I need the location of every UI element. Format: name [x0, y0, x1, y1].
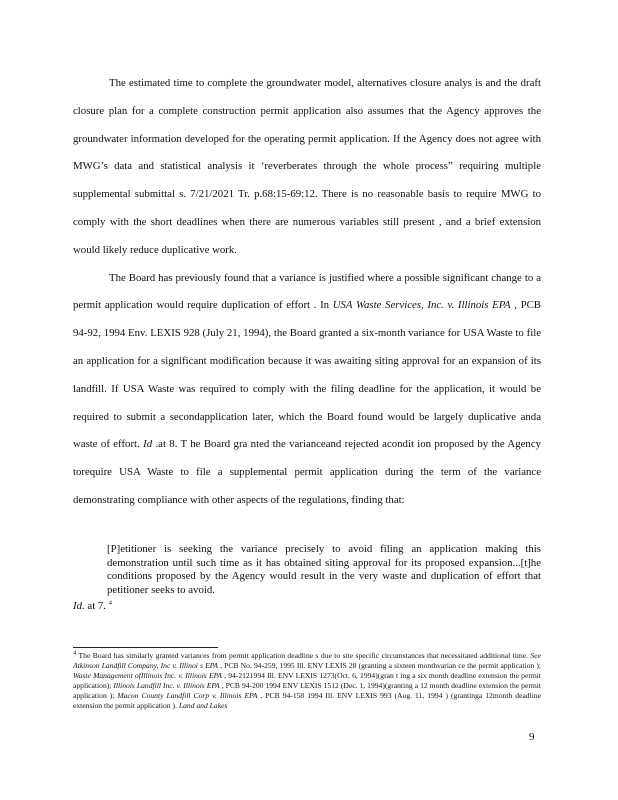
- quote-citation-text: at 7.: [84, 600, 109, 612]
- footnote-text-4: , PCB 94-200 1994 ENV LEXIS 1512 (Dec. 1, 1994)(granting a 12 month deadline extension the permit application );: [73, 681, 541, 700]
- quote-citation: [73, 599, 112, 613]
- body-text: [73, 70, 541, 515]
- footnote-case-4: Macon County Landfill Corp v. Illinois EPA: [117, 691, 258, 700]
- footnote-text-3: , 94-2121994 Ill. ENV LEXIS 1273(Oct. 6, 1994)(gran t ing a six month deadline extension the permit application);: [73, 671, 541, 690]
- footnote-text-1: The Board has similarly granted variances from permit application deadline s due to site specific circumstances that necessitated additional time.: [76, 651, 531, 660]
- footnote-number: 4: [73, 649, 77, 657]
- paragraph-2-text-c: .at 8. T he Board gra nted the varianceand rejected acondit ion proposed by the Agency torequire USA Waste to file a supplemental permit application during the term of the variance demonstrating compliance with other aspects of the regulations, finding that:: [73, 438, 542, 506]
- paragraph-2-text-b: , PCB 94-92, 1994 Env. LEXIS 928 (July 21, 1994), the Board granted a six-month variance for USA Waste to file an application for a significant modification because it was awaiting siting approval for an expansion of its landfill. If USA Waste was required to comply with the filing deadline for the application, it would be required to submit a secondapplication later, which the Board found would be largely duplicative anda waste of effort.: [73, 299, 541, 451]
- footnote-case-3: Illinois Landfill Inc. v. Illinois EPA: [113, 681, 220, 690]
- page-number: 9: [529, 731, 535, 743]
- paragraph-1-text: The estimated time to complete the groundwater model, alternatives closure analys is and the draft closure plan for a complete construction permit application also assumes that the Agency approves the groundwater information developed for the operating permit application. If the Agency does not agree with MWG’s data and statistical analysis it ‘reverberates through the whole process” requiring multiple supplemental submittal s. 7/21/2021 Tr. p.68:15-69:12. There is no reasonable basis to require MWG to comply with the short deadlines when there are numerous variables still present , and a brief extension would likely reduce duplicative work.: [73, 77, 541, 256]
- id-citation: Id: [143, 438, 153, 451]
- paragraph-1: [73, 70, 541, 265]
- footnote-case-2: Waste Management ofIllinois Inc. v. Illinois EPA: [73, 671, 222, 680]
- quote-citation-id: Id.: [73, 600, 85, 612]
- block-quote: [P]etitioner is seeking the variance precisely to avoid filing an application making this demonstration until such time as it has obtained siting approval for its proposed expansion...[t]he conditions proposed by the Agency would result in the very waste and duplication of effort that petitioner seeks to avoid.: [107, 543, 541, 596]
- paragraph-2-text-a: The Board has previously found that a variance is justified where a possible significant change to a permit application would require duplication of effort . In: [73, 271, 541, 312]
- footnote-reference[interactable]: 4: [108, 599, 112, 607]
- footnote-text-5: , PCB 94-158 1994 Ill. ENV LEXIS 993 (Aug. 11, 1994 ) (grantinga 12month deadline extension the permit application ).: [73, 691, 541, 710]
- footnote-divider: [73, 647, 218, 648]
- case-citation-usa-waste: USA Waste Services, Inc. v. Illinois EPA: [332, 299, 511, 312]
- paragraph-2: [73, 265, 541, 515]
- footnote: [73, 651, 541, 711]
- footnote-text-2: , PCB No. 94-259, 1995 Ill. ENV LEXIS 28 (granting a sixteen monthvarian ce the permit application );: [218, 661, 541, 670]
- footnote-case-5: Land and Lakes: [178, 701, 228, 710]
- footnote-case-1: See Atkinson Landfill Company, Inc v. Illinoi s EPA: [73, 651, 541, 670]
